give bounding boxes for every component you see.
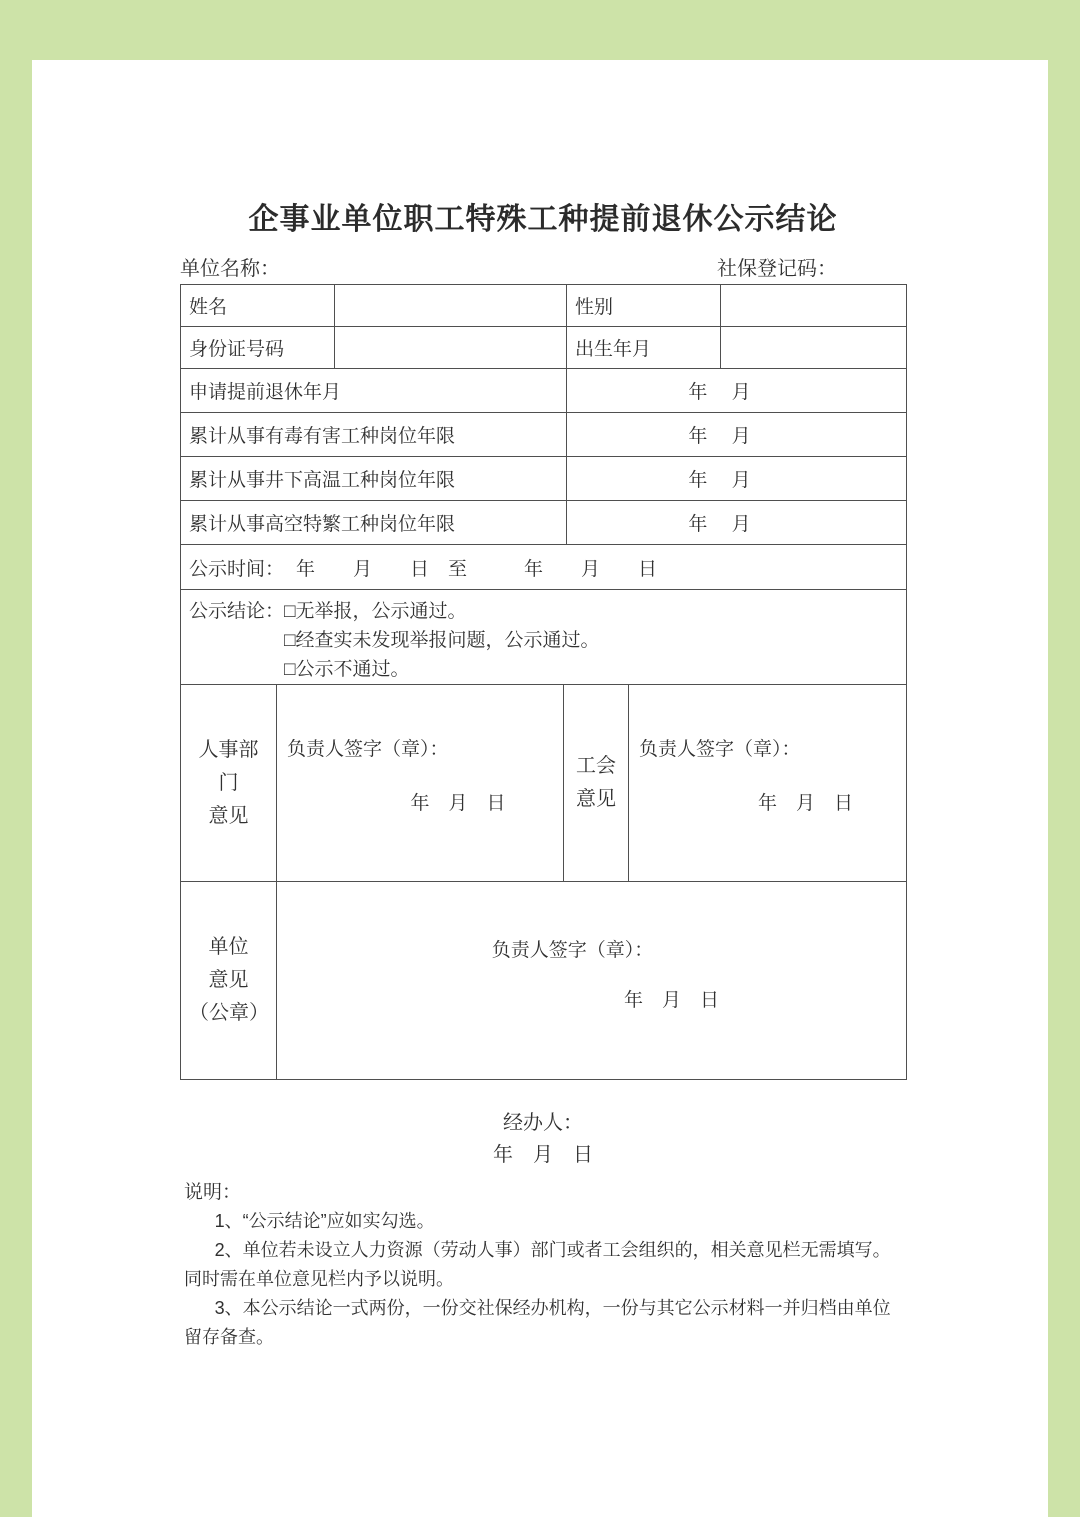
gender-value-cell — [721, 285, 907, 327]
year-month-text: 年 月 — [688, 514, 751, 535]
form-content — [180, 60, 906, 1352]
gender-label: 性别 — [575, 297, 614, 318]
unit-sign-label: 负责人签字（章）： — [491, 939, 654, 961]
id-number-label: 身份证号码 — [189, 339, 285, 360]
table-row — [181, 369, 907, 413]
highaltitude-years-label-cell — [181, 501, 567, 545]
birth-value-cell — [721, 327, 907, 369]
year-month-text: 年 月 — [688, 382, 751, 403]
conclusion-option-label: 无举报，公示通过。 — [295, 601, 467, 622]
toxic-years-value-cell — [567, 413, 907, 457]
unit-sign-date: 年 月 日 — [623, 989, 719, 1011]
underground-years-label: 累计从事井下高温工种岗位年限 — [189, 470, 456, 491]
page-title: 企事业单位职工特殊工种提前退休公示结论 — [248, 203, 838, 236]
handler-date: 年 月 日 — [493, 1144, 593, 1166]
department-opinions-table — [180, 684, 907, 882]
table-row — [181, 590, 907, 685]
conclusion-label: 公示结论： — [189, 601, 285, 622]
unit-opinion-label-cell — [181, 882, 277, 1080]
table-row — [181, 285, 907, 327]
conclusion-options — [284, 597, 898, 684]
unit-name-label: 单位名称： — [180, 258, 280, 280]
union-sign-date: 年 月 日 — [757, 793, 853, 814]
publicity-time-value: 年 月 日 至 年 月 日 — [296, 558, 658, 580]
name-value-cell — [335, 285, 567, 327]
checkbox-icon[interactable]: □ — [284, 630, 296, 651]
name-label: 姓名 — [189, 297, 228, 318]
note-item-3: 3、本公示结论一式两份，一份交社保经办机构，一份与其它公示材料一并归档由单位留存备查。 — [184, 1298, 891, 1347]
notes-title: 说明： — [184, 1182, 242, 1203]
union-opinion-label-line2: 意见 — [576, 788, 616, 810]
union-opinion-label-cell — [564, 685, 629, 882]
publicity-time-cell — [181, 545, 907, 590]
apply-retire-label: 申请提前退休年月 — [189, 382, 342, 403]
unit-opinion-table — [180, 881, 907, 1080]
year-month-text: 年 月 — [688, 426, 751, 447]
id-number-value-cell — [335, 327, 567, 369]
apply-retire-value-cell — [567, 369, 907, 413]
conclusion-option-not-pass — [284, 655, 898, 684]
id-number-label-cell — [181, 327, 335, 369]
conclusion-option-label: 公示不通过。 — [295, 659, 410, 680]
birth-label: 出生年月 — [575, 339, 652, 360]
name-label-cell — [181, 285, 335, 327]
year-month-text: 年 月 — [688, 470, 751, 491]
conclusion-option-verified-pass — [284, 626, 898, 655]
toxic-years-label: 累计从事有毒有害工种岗位年限 — [189, 426, 456, 447]
conclusion-option-no-report — [284, 597, 898, 626]
document-page — [32, 60, 1048, 1517]
highaltitude-years-value-cell — [567, 501, 907, 545]
union-opinion-content-cell — [629, 685, 907, 882]
unit-opinion-label-line2: 意见 — [208, 969, 249, 991]
underground-years-label-cell — [181, 457, 567, 501]
table-row — [181, 882, 907, 1080]
table-row — [181, 501, 907, 545]
table-row — [181, 457, 907, 501]
conclusion-cell — [181, 590, 907, 685]
union-sign-label: 负责人签字（章）： — [639, 739, 801, 760]
checkbox-icon[interactable]: □ — [284, 601, 296, 622]
social-security-code-label: 社保登记码： — [717, 258, 837, 280]
handler-label: 经办人： — [503, 1112, 583, 1134]
header-labels-row — [180, 254, 906, 284]
checkbox-icon[interactable]: □ — [284, 659, 296, 680]
note-item-2: 2、单位若未设立人力资源（劳动人事）部门或者工会组织的，相关意见栏无需填写。同时需在单位意见栏内予以说明。 — [184, 1240, 891, 1289]
union-opinion-label-line1: 工会 — [576, 755, 616, 777]
hr-opinion-label-line2: 意见 — [208, 804, 249, 827]
hr-opinion-label-line1: 人事部门 — [198, 738, 259, 794]
publicity-time-table — [180, 544, 907, 590]
table-row — [181, 685, 907, 882]
apply-retire-label-cell — [181, 369, 567, 413]
hr-sign-label: 负责人签字（章）： — [287, 739, 449, 760]
identity-table — [180, 284, 907, 369]
note-item-1: 1、“公示结论”应如实勾选。 — [214, 1211, 435, 1231]
table-row — [181, 413, 907, 457]
hr-sign-date: 年 月 日 — [410, 793, 506, 814]
table-row — [181, 545, 907, 590]
gender-label-cell — [567, 285, 721, 327]
toxic-years-label-cell — [181, 413, 567, 457]
underground-years-value-cell — [567, 457, 907, 501]
years-table — [180, 368, 907, 545]
notes-section — [180, 1179, 906, 1352]
hr-opinion-label-cell — [181, 685, 277, 882]
hr-opinion-content-cell — [277, 685, 564, 882]
conclusion-option-label: 经查实未发现举报问题，公示通过。 — [295, 630, 600, 651]
table-row — [181, 327, 907, 369]
conclusion-table — [180, 589, 907, 685]
unit-opinion-label-line1: 单位 — [208, 936, 249, 958]
birth-label-cell — [567, 327, 721, 369]
highaltitude-years-label: 累计从事高空特繁工种岗位年限 — [189, 514, 456, 535]
unit-opinion-content-cell — [277, 882, 907, 1080]
publicity-time-label: 公示时间： — [189, 558, 285, 580]
unit-opinion-label-line3: （公章） — [189, 1002, 269, 1024]
